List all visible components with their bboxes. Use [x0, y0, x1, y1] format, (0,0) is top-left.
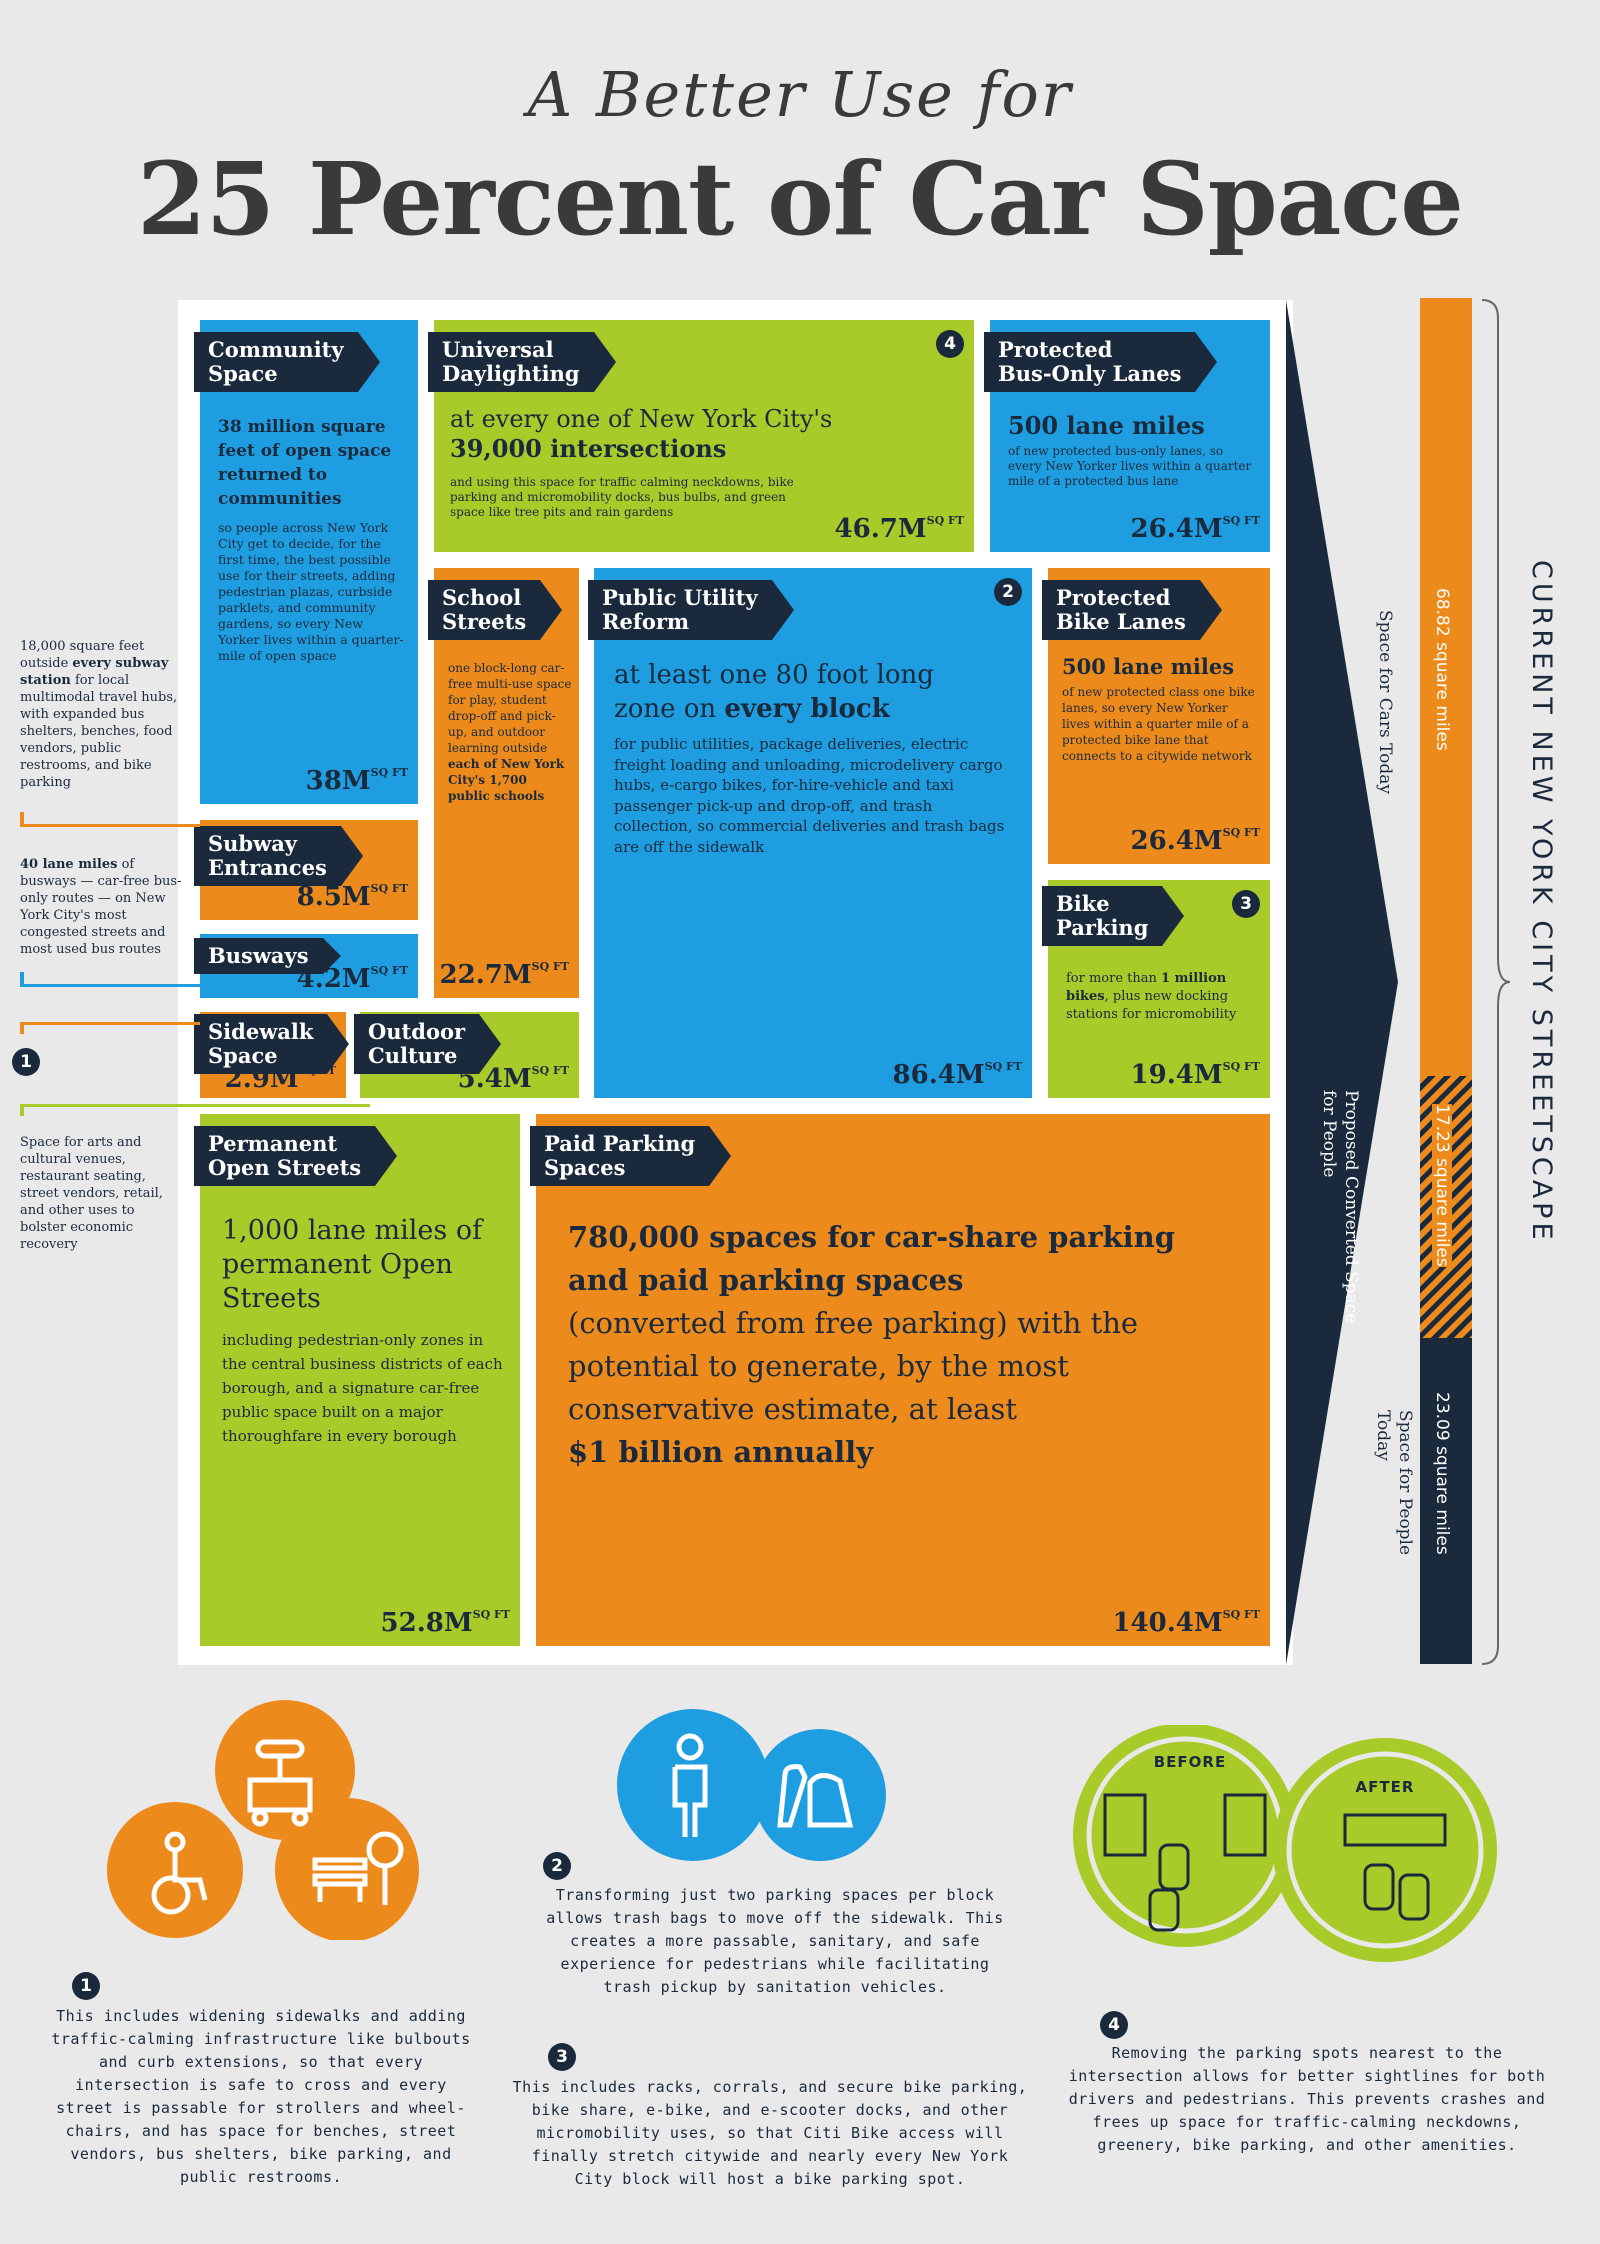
bikeparking-value: $19.4M^{SQ FT}$ [1130, 1060, 1260, 1090]
tag-subway-entrances: Subway Entrances [194, 826, 341, 886]
tag-public-utility-reform: Public Utility Reform [588, 580, 772, 640]
block-public-utility-reform [594, 568, 1032, 1098]
bikelanes-headline: 500 lane miles [1062, 654, 1235, 679]
bar-cars-today [1420, 298, 1472, 1076]
tag-protected-bus-lanes: Protected Bus-Only Lanes [984, 332, 1195, 392]
label-proposed-converted: Proposed Converted Space for People [1319, 1090, 1361, 1324]
illustration-accessibility [95, 1700, 435, 1940]
foot-badge-1: 1 [72, 1972, 100, 2000]
tag-school-streets: School Streets [428, 580, 540, 640]
foot-badge-3: 3 [548, 2043, 576, 2071]
bar-converted-label: 17.23 square miles [1432, 1104, 1452, 1267]
tag-permanent-open-streets: Permanent Open Streets [194, 1126, 375, 1186]
footnote-3: This includes racks, corrals, and secure bike parking, bike share, e-bike, and e-scooter docks, and other micromobility uses, so that Citi Bike access will finally stretch citywide and nearly every New York City block will host a bike parking spot. [512, 2078, 1028, 2188]
badge-4: 4 [936, 330, 964, 358]
daylighting-body: and using this space for traffic calming neckdowns, bike parking and micromobility docks, bus bulbs, and green space like tree pits and rain gardens [450, 475, 794, 519]
tag-bike-parking: Bike Parking [1042, 886, 1162, 946]
label-after: AFTER [1355, 1778, 1415, 1796]
leader-sidewalk-v [20, 1022, 24, 1034]
block-outdoor-culture [360, 1012, 579, 1098]
block-sidewalk-space [200, 1012, 346, 1098]
block-busways [200, 934, 418, 998]
outdoor-value: $5.4M^{SQ FT}$ [457, 1064, 569, 1094]
bar-converted [1420, 1076, 1472, 1338]
illustration-trash [605, 1705, 895, 1865]
tag-sidewalk-space: Sidewalk Space [194, 1014, 327, 1074]
tag-outdoor-culture: Outdoor Culture [354, 1014, 479, 1074]
community-headline: 38 million square feet of open space returned to communities [218, 417, 392, 509]
block-permanent-open-streets [200, 1114, 520, 1646]
bikelanes-body: of new protected class one bike lanes, so every New Yorker lives within a quarter mile of a protected bike lane that connects to a citywide network [1062, 685, 1255, 763]
leader-culture-h [20, 1104, 370, 1107]
tag-busways: Busways [194, 938, 323, 974]
utility-body: for public utilities, package deliveries, electric freight loading and unloading, microdelivery cargo hubs, e-cargo bikes, for-hire-vehicle and taxi passenger pick-up and drop-off, and trash collection, so commercial deliveries and trash bags are off the sidewalk [614, 735, 1005, 856]
tag-community-space: Community Space [194, 332, 358, 392]
openstreets-value: $52.8M^{SQ FT}$ [380, 1608, 510, 1638]
bar-cars-today-label: 68.82 square miles [1432, 588, 1452, 751]
block-universal-daylighting [434, 320, 974, 552]
badge-1: 1 [12, 1048, 40, 1076]
school-value: $22.7M^{SQ FT}$ [439, 960, 569, 990]
bar-people-today-label: 23.09 square miles [1432, 1392, 1452, 1555]
buslanes-body: of new protected bus-only lanes, so every New Yorker lives within a quarter mile of a protected bus lane [1008, 444, 1252, 488]
footnote-4: Removing the parking spots nearest to the intersection allows for better sightlines for both drivers and pedestrians. This prevents crashes and frees up space for traffic-calming neckdowns, greenery, bike parking, and other amenities. [1068, 2044, 1546, 2154]
busways-value: $4.2M^{SQ FT}$ [296, 964, 408, 994]
openstreets-body: including pedestrian-only zones in the central business districts of each borough, and a signature car-free public space built on a major thoroughfare in every borough [222, 1331, 503, 1445]
block-protected-bus-lanes [990, 320, 1270, 552]
tag-protected-bike-lanes: Protected Bike Lanes [1042, 580, 1200, 640]
tag-paid-parking: Paid Parking Spaces [530, 1126, 709, 1186]
community-value: $38M^{SQ FT}$ [305, 766, 408, 796]
paidparking-body: (converted from free parking) with the potential to generate, by the most conservative estimate, at least $1 billion annually [568, 1306, 1139, 1469]
block-bike-parking [1048, 880, 1270, 1098]
buslanes-headline: 500 lane miles [1008, 411, 1205, 440]
sidewalk-value: $2.9M^{SQ FT}$ [224, 1064, 336, 1094]
block-school-streets [434, 568, 579, 998]
footnote-2: Transforming just two parking spaces per block allows trash bags to move off the sidewalk. This creates a more passable, sanitary, and safe experience for pedestrians while facilitating trash pickup by sanitation vehicles. [546, 1886, 1004, 1996]
block-paid-parking [536, 1114, 1270, 1646]
note-subway: 18,000 square feet outside every subway station for local multimodal travel hubs, with expanded bus shelters, benches, food vendors, public restrooms, and bike parking [20, 639, 178, 790]
bracket [1478, 298, 1514, 1666]
bikeparking-body: for more than 1 million bikes, plus new docking stations for micromobility [1066, 971, 1237, 1022]
utility-headline: at least one 80 foot long zone on every block [614, 660, 934, 724]
community-body: so people across New York City get to decide, for the first time, the best possible use for their streets, adding pedestrian plazas, curbside parklets, and community gardens, so every New Yorker lives within a quarter-mile of open space [218, 520, 404, 663]
foot-badge-4: 4 [1100, 2011, 1128, 2039]
label-people-today: Space for People Today [1373, 1410, 1415, 1556]
leader-subway-h [20, 824, 200, 827]
badge-2: 2 [994, 578, 1022, 606]
title-line-1: A Better Use for [527, 58, 1073, 131]
badge-3: 3 [1232, 890, 1260, 918]
subway-value: $8.5M^{SQ FT}$ [296, 882, 408, 912]
paidparking-value: $140.4M^{SQ FT}$ [1112, 1608, 1260, 1638]
daylighting-value: $46.7M^{SQ FT}$ [834, 514, 964, 544]
leader-busways-h [20, 984, 200, 987]
label-cars-today: Space for Cars Today [1375, 610, 1395, 794]
paidparking-headline: 780,000 spaces for car-share parking and paid parking spaces [568, 1220, 1175, 1297]
leader-subway-v [20, 812, 24, 824]
title-line-2: 25 Percent of Car Space [137, 140, 1463, 258]
note-culture: Space for arts and cultural venues, restaurant seating, street vendors, retail, and other uses to bolster economic recovery [20, 1135, 163, 1252]
label-before: BEFORE [1153, 1753, 1227, 1771]
block-subway-entrances [200, 820, 418, 920]
note-busways: 40 lane miles of busways — car-free bus-only routes — on New York City's most congested streets and most used bus routes [20, 857, 182, 957]
illustration-before-after [1065, 1725, 1565, 1965]
buslanes-value: $26.4M^{SQ FT}$ [1130, 514, 1260, 544]
daylighting-headline: at every one of New York City's 39,000 intersections [450, 405, 833, 463]
treemap-panel [178, 300, 1293, 1665]
leader-culture-v [20, 1104, 24, 1116]
openstreets-headline: 1,000 lane miles of permanent Open Streets [222, 1215, 483, 1314]
foot-badge-2: 2 [543, 1852, 571, 1880]
footnote-1: This includes widening sidewalks and adding traffic-calming infrastructure like bulbouts and curb extensions, so that every intersection is safe to cross and every street is passable for strollers and wheel-chairs, and has space for benches, street vendors, bus shelters, bike parking, and public restrooms. [51, 2007, 471, 2186]
tag-universal-daylighting: Universal Daylighting [428, 332, 594, 392]
streetscape-title: CURRENT NEW YORK CITY STREETSCAPE [1526, 560, 1557, 1244]
block-protected-bike-lanes [1048, 568, 1270, 864]
bar-people-today [1420, 1338, 1472, 1664]
utility-value: $86.4M^{SQ FT}$ [892, 1060, 1022, 1090]
school-body: one block-long car-free multi-use space for play, student drop-off and pick-up, and outdoor learning outside each of New York City's 1,700 public schools [448, 661, 572, 803]
bikelanes-value: $26.4M^{SQ FT}$ [1130, 826, 1260, 856]
leader-sidewalk-h [20, 1022, 200, 1025]
block-community-space [200, 320, 418, 804]
